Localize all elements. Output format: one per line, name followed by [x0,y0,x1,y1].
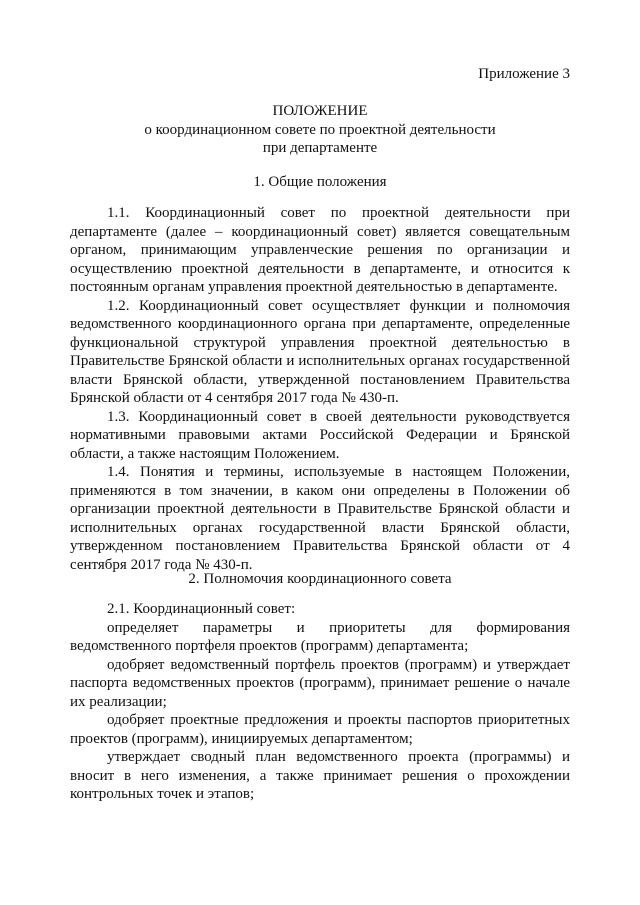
appendix-label: Приложение 3 [478,66,570,82]
section-1-body [70,204,570,574]
section-2-heading: 2. Полномочия координационного совета [188,571,452,587]
paragraph-1-1: 1.1. Координационный совет по проектной деятельности при департаменте (далее – координационный совет) является совещательным органом, принимающим управленческие решения по организации и осуществлению проектной деятельности в департаменте, и относится к постоянным органам управления проектной деятельностью в департаменте. [70,205,570,295]
paragraph-1-2: 1.2. Координационный совет осуществляет функции и полномочия ведомственного координационного органа при департаменте, определенные функциональной структурой управления проектной деятельностью в Правительстве Брянской области и исполнительных органах государственной власти Брянской области, утвержденной постановлением Правительства Брянской области от 4 сентября 2017 года № 430-п. [70,297,570,406]
section-1-heading: 1. Общие положения [253,174,387,190]
list-item: определяет параметры и приоритеты для формирования ведомственного портфеля проектов (программ) департамента; [70,619,570,654]
title-line-3: при департаменте [262,140,378,156]
list-item: утверждает сводный план ведомственного проекта (программы) и вносит в него изменения, а также принимает решения о прохождении контрольных точек и этапов; [70,749,570,802]
paragraph-2-1: 2.1. Координационный совет: [107,601,296,617]
title-line-1: ПОЛОЖЕНИЕ [272,103,368,119]
list-item: одобряет проектные предложения и проекты паспортов приоритетных проектов (программ), инициируемых департаментом; [70,712,570,747]
paragraph-1-4: 1.4. Понятия и термины, используемые в настоящем Положении, применяются в том значении, в каком они определены в Положении об организации проектной деятельности в Правительстве Брянской области и исполнительных органах государственной власти Брянской области, утвержденном постановлением Правительства Брянской области от 4 сентября 2017 года № 430-п. [70,464,570,573]
section-2-body [70,600,570,804]
list-item: одобряет ведомственный портфель проектов (программ) и утверждает паспорта ведомственных проектов (программ), принимает решение о начале их реализации; [70,656,570,710]
paragraph-1-3: 1.3. Координационный совет в своей деятельности руководствуется нормативными правовыми актами Российской Федерации и Брянской области, а также настоящим Положением. [70,408,570,462]
document-title [70,102,570,158]
title-line-2: о координационном совете по проектной деятельности [144,121,496,138]
